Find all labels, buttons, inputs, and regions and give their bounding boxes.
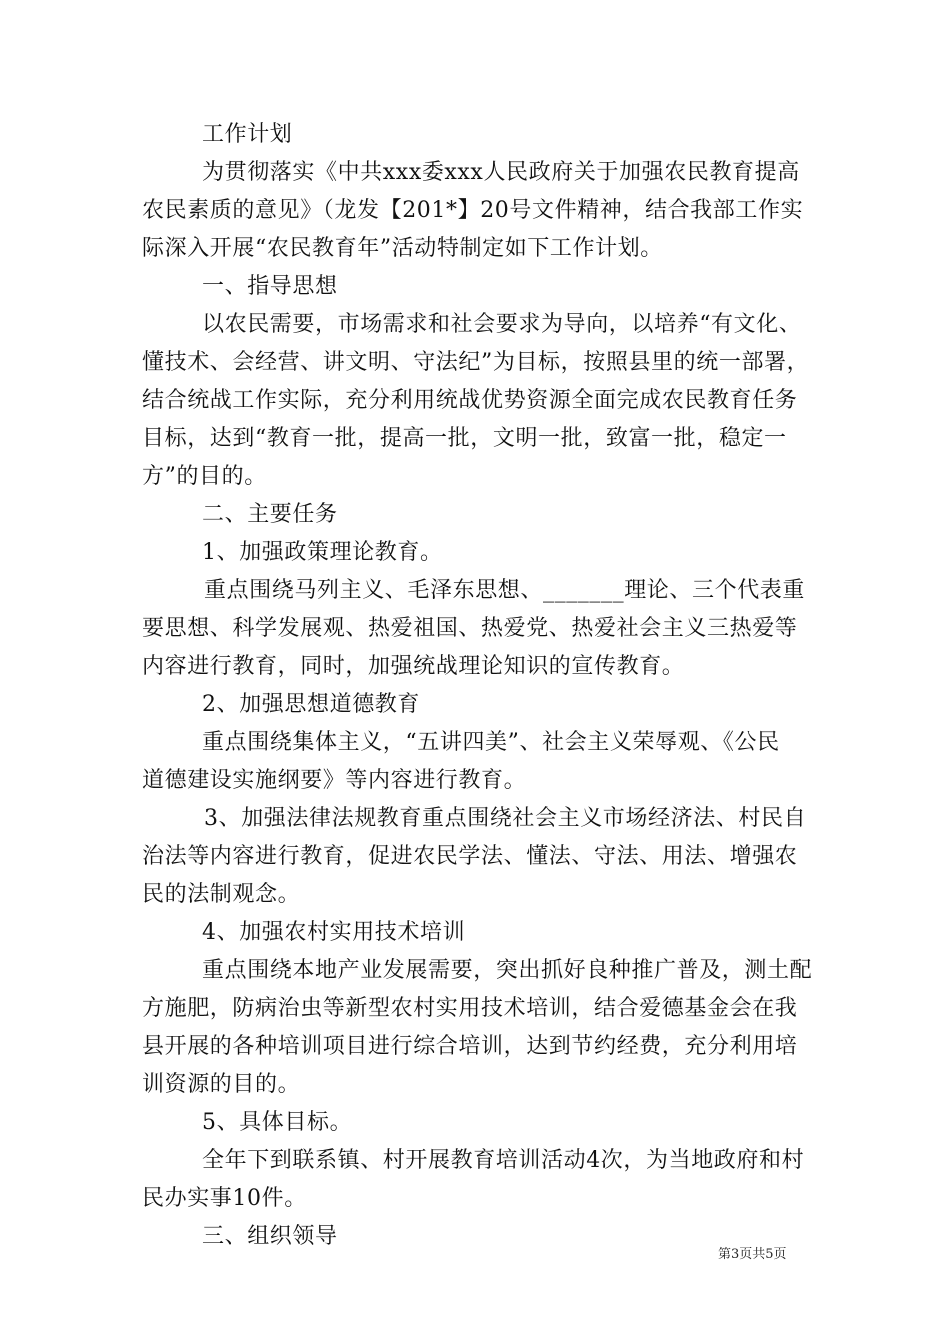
paragraph-line: 方施肥，防病治虫等新型农村实用技术培训，结合爱德基金会在我 (142, 996, 798, 1021)
subsection-heading: 4、加强农村实用技术培训 (202, 920, 466, 945)
paragraph-line: 内容进行教育，同时，加强统战理论知识的宣传教育。 (142, 654, 685, 679)
paragraph-line: 际深入开展“农民教育年”活动特制定如下工作计划。 (142, 236, 663, 261)
paragraph-line: 懂技术、会经营、讲文明、守法纪”为目标，按照县里的统一部署， (142, 350, 810, 375)
paragraph-line: 县开展的各种培训项目进行综合培训，达到节约经费，充分利用培 (142, 1034, 798, 1059)
paragraph-line: 方”的目的。 (142, 464, 267, 489)
subsection-heading: 3、加强法律法规教育重点围绕社会主义市场经济法、村民自 (204, 806, 807, 831)
paragraph-line: 结合统战工作实际，充分利用统战优势资源全面完成农民教育任务 (142, 388, 798, 413)
paragraph-line: 道德建设实施纲要》等内容进行教育。 (142, 768, 527, 793)
page-number-footer: 第3页共5页 (718, 1247, 787, 1262)
paragraph-line: 全年下到联系镇、村开展教育培训活动4次，为当地政府和村 (202, 1148, 805, 1173)
paragraph-line: 训资源的目的。 (142, 1072, 301, 1097)
paragraph-line: 农民素质的意见》（龙发【201*】20号文件精神，结合我部工作实 (142, 198, 804, 223)
document-title: 工作计划 (202, 122, 293, 147)
section-heading: 三、组织领导 (202, 1224, 338, 1249)
paragraph-line: 重点围绕集体主义，“五讲四美”、社会主义荣辱观、《公民 (202, 730, 780, 755)
subsection-heading: 2、加强思想道德教育 (202, 692, 420, 717)
paragraph-line: 目标，达到“教育一批，提高一批，文明一批，致富一批，稳定一 (142, 426, 787, 451)
paragraph-line: 治法等内容进行教育，促进农民学法、懂法、守法、用法、增强农 (142, 844, 798, 869)
section-heading: 二、主要任务 (202, 502, 338, 527)
paragraph-line: 重点围绕马列主义、毛泽东思想、_______理论、三个代表重 (204, 578, 806, 603)
paragraph-line: 民的法制观念。 (142, 882, 301, 907)
paragraph-line: 民办实事10件。 (142, 1186, 307, 1211)
section-heading: 一、指导思想 (202, 274, 338, 299)
document-body (142, 116, 812, 1256)
subsection-heading: 5、具体目标。 (202, 1110, 353, 1135)
paragraph-line: 要思想、科学发展观、热爱祖国、热爱党、热爱社会主义三热爱等 (142, 616, 798, 641)
subsection-heading: 1、加强政策理论教育。 (202, 540, 443, 565)
paragraph-line: 为贯彻落实《中共xxx委xxx人民政府关于加强农民教育提高 (202, 160, 800, 185)
paragraph-line: 重点围绕本地产业发展需要，突出抓好良种推广普及，测土配 (202, 958, 813, 983)
paragraph-line: 以农民需要，市场需求和社会要求为导向，以培养“有文化、 (202, 312, 802, 337)
